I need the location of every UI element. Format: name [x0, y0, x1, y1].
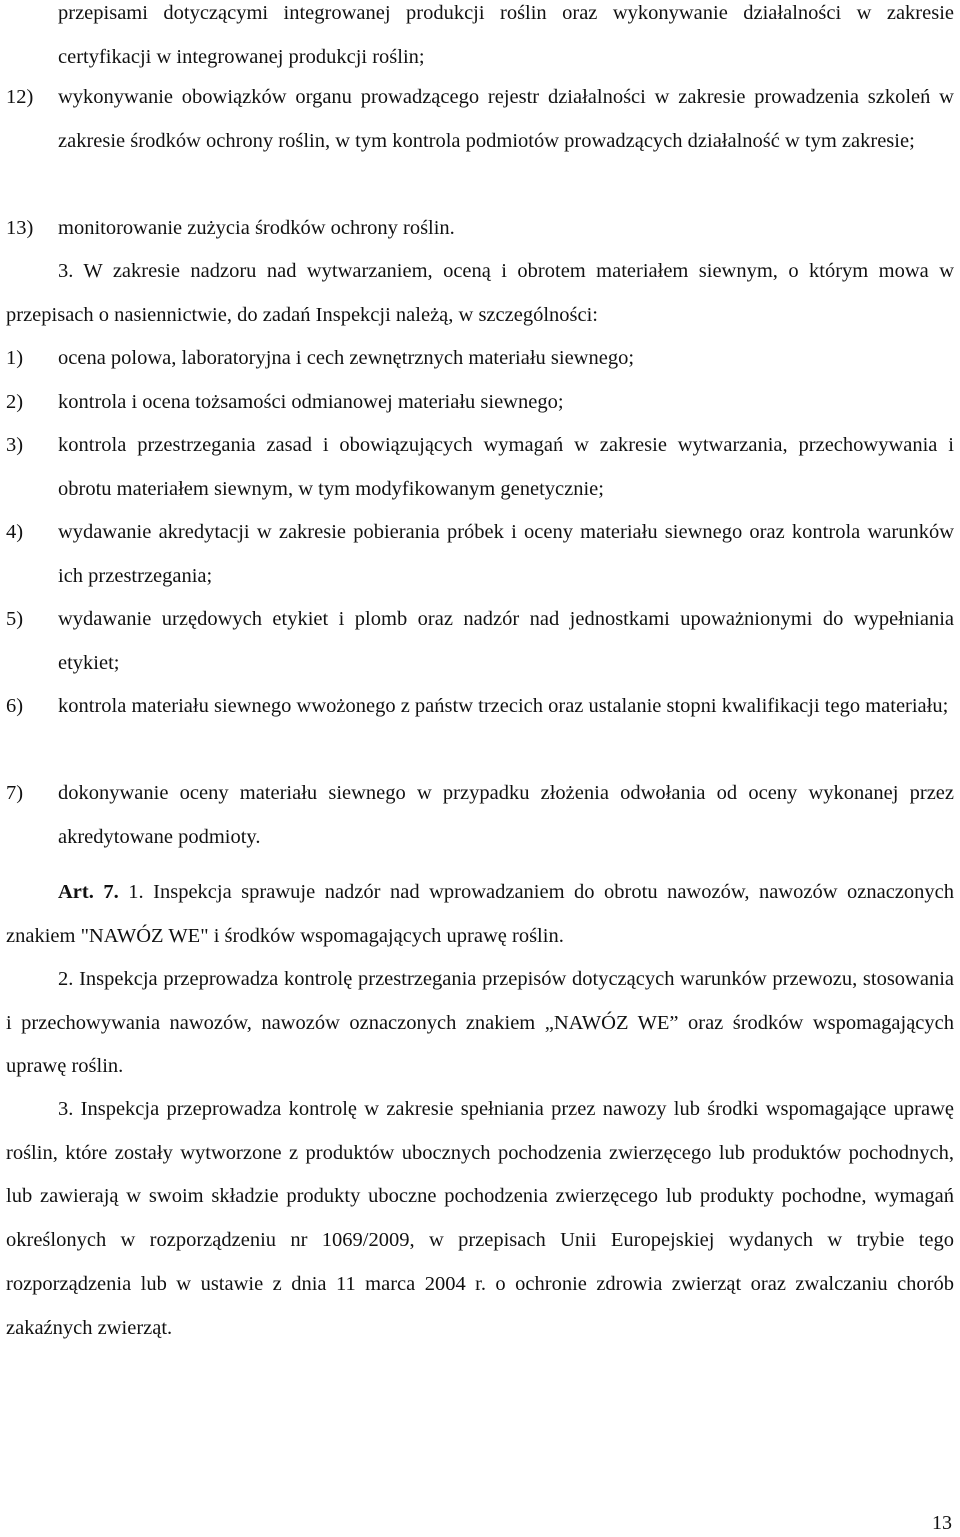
list-item-13 [6, 207, 954, 251]
article-7-p1-text: 1. Inspekcja sprawuje nadzór nad wprowadzaniem do obrotu nawozów, nawozów oznaczonych znakiem "NAWÓZ WE" i środków wspomagających uprawę roślin. [6, 881, 955, 947]
article-heading: Art. 7. [58, 881, 119, 903]
list-item-number: 3) [6, 434, 24, 456]
list-item-number: 12) [6, 86, 34, 108]
list-item-text: ocena polowa, laboratoryjna i cech zewnętrznych materiału siewnego; [58, 347, 635, 369]
list-item-text: monitorowanie zużycia środków ochrony roślin. [58, 217, 455, 239]
list-item-text: wydawanie urzędowych etykiet i plomb oraz nadzór nad jednostkami upoważnionymi do wypełniania etykiet; [58, 608, 954, 674]
list-item-continuation [6, 0, 954, 79]
list-item-number: 5) [6, 608, 24, 630]
list-item-text: wydawanie akredytacji w zakresie pobierania próbek i oceny materiału siewnego oraz kontrola warunków ich przestrzegania; [58, 521, 954, 587]
list-item-b5 [6, 598, 954, 685]
list-item-b3 [6, 424, 954, 511]
list-item-b1 [6, 337, 954, 381]
list-item-number: 13) [6, 217, 34, 239]
list-item-b7 [6, 772, 954, 859]
list-item-text: kontrola przestrzegania zasad i obowiązujących wymagań w zakresie wytwarzania, przechowywania i obrotu materiałem siewnym, w tym modyfikowanym genetycznie; [58, 434, 954, 500]
list-item-b6 [6, 685, 954, 729]
article-7-paragraph-1 [6, 871, 954, 958]
list-item-number: 4) [6, 521, 24, 543]
list-item-12 [6, 76, 954, 163]
list-item-text: przepisami dotyczącymi integrowanej produkcji roślin oraz wykonywanie działalności w zakresie certyfikacji w integrowanej produkcji roślin; [58, 2, 954, 68]
list-item-number: 1) [6, 347, 24, 369]
section-3-lead: 3. W zakresie nadzoru nad wytwarzaniem, oceną i obrotem materiałem siewnym, o którym mowa w przepisach o nasiennictwie, do zadań Inspekcji należą, w szczególności: [6, 260, 954, 326]
list-item-text: wykonywanie obowiązków organu prowadzącego rejestr działalności w zakresie prowadzenia szkoleń w zakresie środków ochrony roślin, w tym kontrola podmiotów prowadzących działalność w tym zakresie; [58, 86, 954, 152]
list-item-number: 2) [6, 391, 24, 413]
list-item-number: 7) [6, 782, 24, 804]
list-item-text: kontrola i ocena tożsamości odmianowej materiału siewnego; [58, 391, 564, 413]
list-item-number: 6) [6, 695, 24, 717]
list-item-b4 [6, 511, 954, 598]
list-item-text: kontrola materiału siewnego wwożonego z państw trzecich oraz ustalanie stopni kwalifikacji tego materiału; [58, 695, 949, 717]
list-item-text: dokonywanie oceny materiału siewnego w przypadku złożenia odwołania od oceny wykonanej przez akredytowane podmioty. [58, 782, 954, 848]
article-7-paragraph-3: 3. Inspekcja przeprowadza kontrolę w zakresie spełniania przez nawozy lub środki wspomagające uprawę roślin, które zostały wytworzone z produktów ubocznych pochodzenia zwierzęcego lub produktów pochodnych, lub zawierają w swoim składzie produkty uboczne pochodzenia zwierzęcego lub produkty pochodne, wymagań określonych w rozporządzeniu nr 1069/2009, w przepisach Unii Europejskiej wydanych w trybie tego rozporządzenia lub w ustawie z dnia 11 marca 2004 r. o ochronie zdrowia zwierząt oraz zwalczaniu chorób zakaźnych zwierząt. [6, 1098, 954, 1339]
list-item-b2 [6, 381, 954, 425]
article-7-paragraph-2: 2. Inspekcja przeprowadza kontrolę przestrzegania przepisów dotyczących warunków przewozu, stosowania i przechowywania nawozów, nawozów oznaczonych znakiem „NAWÓZ WE” oraz środków wspomagających uprawę roślin. [6, 968, 954, 1078]
page-number: 13 [932, 1512, 952, 1534]
